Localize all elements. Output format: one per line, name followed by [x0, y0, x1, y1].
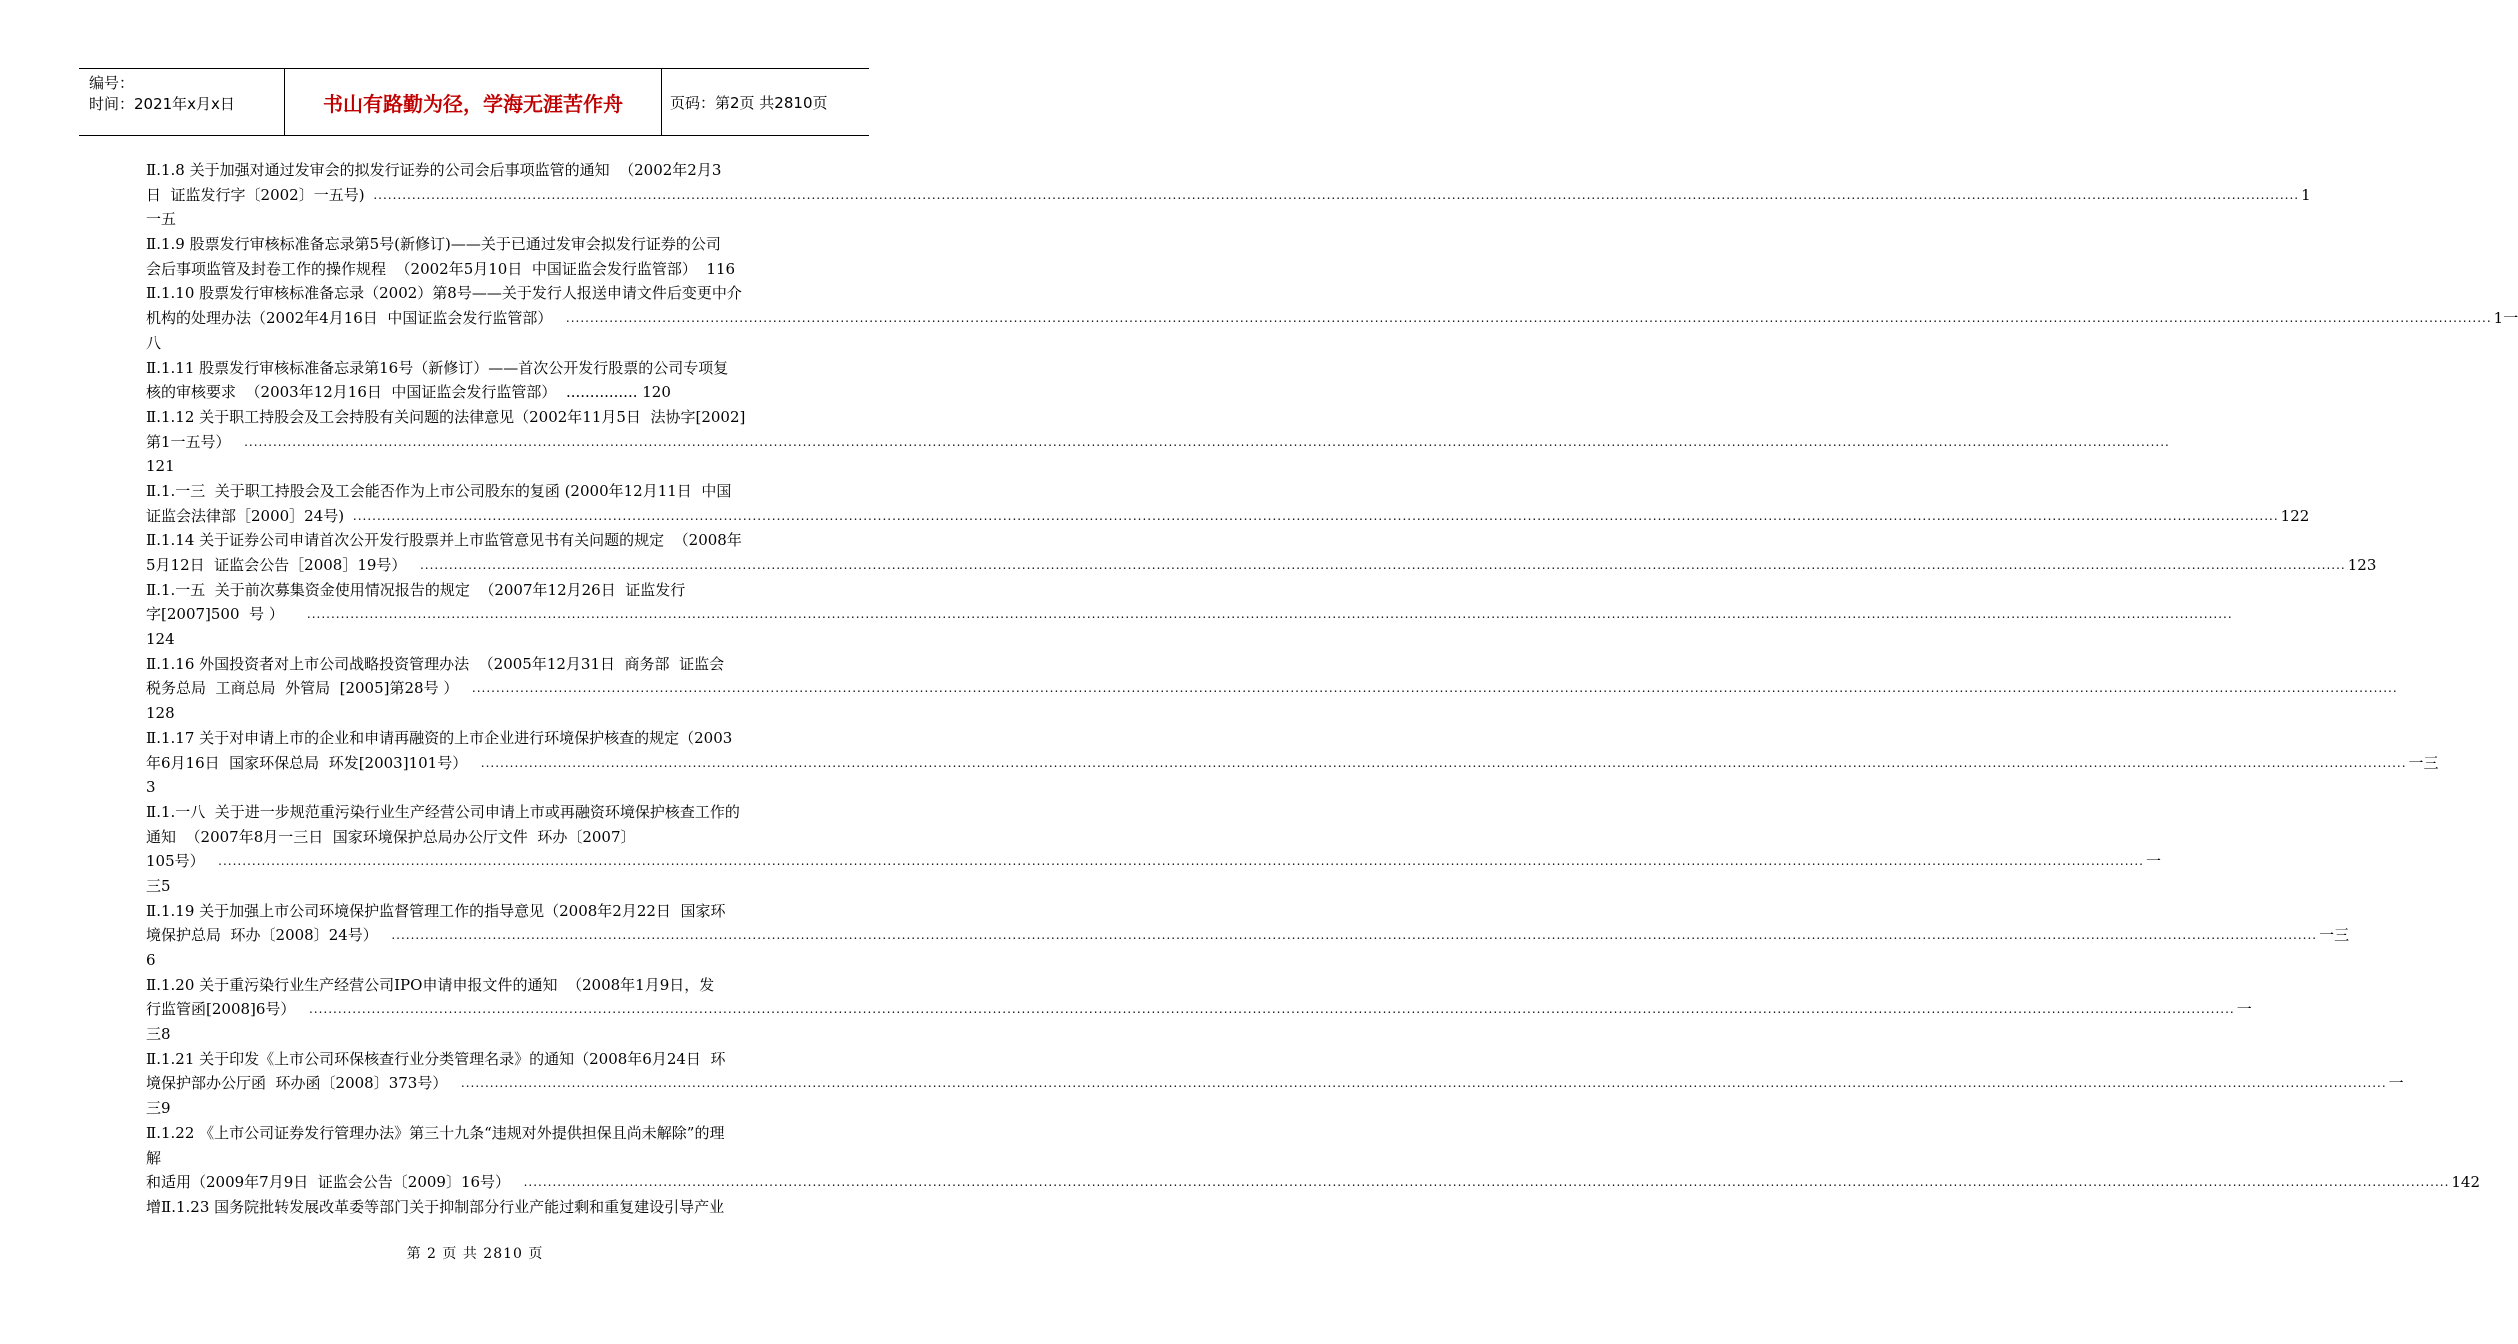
toc-line: [146, 726, 808, 751]
toc-line-text: 税务总局 工商总局 外管局 [2005]第28号 ）: [146, 679, 468, 698]
toc-line: [146, 602, 2233, 627]
toc-line: [146, 504, 2310, 529]
toc-line: [146, 1121, 808, 1146]
toc-line: [146, 825, 808, 850]
toc-line: [146, 183, 2311, 208]
header-page-label: 页码：第2页 共2810页: [670, 93, 828, 112]
toc-line-text: 3: [146, 778, 156, 797]
toc-line-text: Ⅱ.1.17 关于对申请上市的企业和申请再融资的上市企业进行环境保护核查的规定（2003: [146, 728, 733, 747]
toc-line-text: Ⅱ.1.一五 关于前次募集资金使用情况报告的规定 （2007年12月26日 证监发行: [146, 580, 686, 599]
toc-line: [146, 1096, 808, 1121]
toc-line: [146, 578, 808, 603]
toc-line-text: 八: [146, 333, 162, 352]
toc-line-text: Ⅱ.1.9 股票发行审核标准备忘录第5号(新修订)——关于已通过发审会拟发行证券的公司: [146, 235, 721, 254]
toc-leader-dots: ................................................................................................................................................................................................................................................................................................................................................................................................................: [460, 1076, 2387, 1091]
toc-leader-dots: ................................................................................................................................................................................................................................................................................................................................................................................................................: [480, 755, 2407, 770]
toc-page-number: 一: [2145, 852, 2161, 871]
toc-leader-dots: ................................................................................................................................................................................................................................................................................................................................................................................................................: [471, 681, 2398, 696]
toc-line-text: 6: [146, 951, 156, 969]
toc-line: [146, 676, 2398, 701]
toc-line: [146, 405, 808, 430]
toc-line-text: 证监会法律部［2000］24号): [146, 506, 349, 525]
toc-line: [146, 1195, 808, 1220]
toc-line: [146, 923, 2350, 948]
toc-page-number: 一: [2236, 1000, 2252, 1019]
toc-line-text: 境保护总局 环办〔2008〕24号）: [146, 926, 388, 945]
toc-line: [146, 1047, 808, 1072]
toc-line: [146, 281, 808, 306]
toc-line: [146, 306, 2518, 331]
toc-leader-dots: ................................................................................................................................................................................................................................................................................................................................................................................................................: [352, 508, 2279, 523]
toc-line-text: 机构的处理办法（2002年4月16日 中国证监会发行监管部）: [146, 309, 562, 328]
toc-page-number: 一: [2388, 1074, 2404, 1093]
header-meta: [79, 69, 284, 135]
toc-line-text: 三8: [146, 1025, 171, 1044]
toc-page-number: 一三: [2408, 753, 2439, 772]
toc-line: [146, 479, 808, 504]
toc-line-text: Ⅱ.1.20 关于重污染行业生产经营公司IPO申请申报文件的通知 （2008年1月9日，发: [146, 975, 715, 994]
toc-line: [146, 257, 808, 282]
toc-line-text: 通知 （2007年8月一三日 国家环境保护总局办公厅文件 环办〔2007〕: [146, 827, 636, 846]
toc-line-text: 三5: [146, 876, 171, 895]
toc-page-number: 1: [2301, 185, 2311, 204]
toc-leader-dots: ................................................................................................................................................................................................................................................................................................................................................................................................................: [419, 558, 2346, 572]
toc-line: [146, 454, 808, 479]
toc-page-number: 122: [2280, 506, 2310, 525]
toc-leader-dots: ................................................................................................................................................................................................................................................................................................................................................................................................................: [244, 434, 2170, 449]
toc-leader-dots: ................................................................................................................................................................................................................................................................................................................................................................................................................: [308, 1002, 2235, 1017]
document-time-label: 时间：2021年x月x日: [89, 95, 235, 113]
toc-line: [146, 948, 808, 973]
toc-line-text: 124: [146, 630, 175, 649]
toc-line-text: 第1一五号）: [146, 432, 241, 451]
toc-line: [146, 775, 808, 800]
toc-line-text: Ⅱ.1.14 关于证券公司申请首次公开发行股票并上市监管意见书有关问题的规定 （2008年: [146, 531, 742, 550]
document-number-label: 编号：: [89, 74, 135, 92]
toc-line-text: Ⅱ.1.16 外国投资者对上市公司战略投资管理办法 （2005年12月31日 商务部 证监会: [146, 654, 725, 673]
toc-leader-dots: ................................................................................................................................................................................................................................................................................................................................................................................................................: [218, 854, 2144, 869]
toc-page-number: 142: [2451, 1173, 2481, 1192]
toc-line: [146, 1170, 2481, 1195]
toc-line: [146, 232, 808, 257]
toc-line-text: 境保护部办公厅函 环办函〔2008〕373号）: [146, 1074, 457, 1093]
toc-line-text: Ⅱ.1.8 关于加强对通过发审会的拟发行证券的公司会后事项监管的通知 （2002年2月3: [146, 161, 722, 179]
toc-line-text: 128: [146, 704, 175, 723]
toc-line-text: 105号）: [146, 852, 215, 871]
toc-line-text: Ⅱ.1.21 关于印发《上市公司环保核查行业分类管理名录》的通知（2008年6月24日 环: [146, 1049, 726, 1068]
toc-line: [146, 331, 808, 356]
toc-line: [146, 430, 2170, 455]
toc-line-text: Ⅱ.1.一三 关于职工持股会及工会能否作为上市公司股东的复函 (2000年12月11日 中国: [146, 481, 732, 500]
toc-line: [146, 800, 808, 825]
toc-line: [146, 207, 808, 232]
toc-line: [146, 1071, 2404, 1096]
toc-line-text: 年6月16日 国家环保总局 环发[2003]101号）: [146, 753, 477, 772]
toc-leader-dots: ................................................................................................................................................................................................................................................................................................................................................................................................................: [565, 311, 2492, 326]
toc-line: [146, 627, 808, 652]
toc-line: [146, 1146, 808, 1171]
toc-line: [146, 751, 2439, 776]
toc-line-text: 一五: [146, 210, 177, 229]
toc-line: [146, 553, 2377, 578]
toc-line: [146, 652, 808, 677]
toc-line-text: 字[2007]500 号 ）: [146, 605, 303, 624]
toc-line-text: Ⅱ.1.12 关于职工持股会及工会持股有关问题的法律意见（2002年11月5日 法协字[2002]: [146, 407, 746, 426]
toc-leader-dots: ................................................................................................................................................................................................................................................................................................................................................................................................................: [391, 928, 2318, 943]
toc-line: [146, 997, 2252, 1022]
toc-line-text: Ⅱ.1.11 股票发行审核标准备忘录第16号（新修订）——首次公开发行股票的公司专项复: [146, 358, 729, 377]
toc-line: [146, 158, 808, 183]
toc-line: [146, 1022, 808, 1047]
header-motto: 书山有路勤为径，学海无涯苦作舟: [284, 69, 662, 135]
toc-line-text: 增Ⅱ.1.23 国务院批转发展改革委等部门关于抑制部分行业产能过剩和重复建设引导产业: [146, 1197, 725, 1216]
toc-line-text: 行监管函[2008]6号）: [146, 1000, 305, 1019]
toc-line: [146, 874, 808, 899]
toc-leader-dots: ................................................................................................................................................................................................................................................................................................................................................................................................................: [523, 1175, 2450, 1190]
toc-line-text: 核的审核要求 （2003年12月16日 中国证监会发行监管部） ............... 120: [146, 383, 671, 402]
toc-leader-dots: ................................................................................................................................................................................................................................................................................................................................................................................................................: [373, 187, 2300, 202]
toc-line-text: 121: [146, 457, 175, 476]
toc-line-text: Ⅱ.1.10 股票发行审核标准备忘录（2002）第8号——关于发行人报送申请文件后变更中介: [146, 284, 742, 303]
toc-line: [146, 380, 808, 405]
toc-line-text: 会后事项监管及封卷工作的操作规程 （2002年5月10日 中国证监会发行监管部） 116: [146, 259, 736, 278]
toc-line-text: 解: [146, 1148, 162, 1167]
toc-line: [146, 973, 808, 998]
toc-line-text: 5月12日 证监会公告［2008］19号）: [146, 556, 416, 574]
toc-line-text: Ⅱ.1.19 关于加强上市公司环境保护监督管理工作的指导意见（2008年2月22日 国家环: [146, 901, 726, 920]
page-header: [79, 68, 869, 136]
toc-line: [146, 849, 2161, 874]
toc-line-text: 日 证监发行字〔2002〕一五号): [146, 185, 370, 204]
toc-line-text: Ⅱ.1.一八 关于进一步规范重污染行业生产经营公司申请上市或再融资环境保护核查工作的: [146, 802, 740, 821]
toc-page-number: 123: [2347, 556, 2377, 574]
toc-line: [146, 899, 808, 924]
toc-leader-dots: ................................................................................................................................................................................................................................................................................................................................................................................................................: [306, 607, 2233, 622]
toc-line: [146, 528, 808, 553]
toc-line: [146, 356, 808, 381]
toc-page-number: 一三: [2319, 926, 2350, 945]
table-of-contents: [146, 158, 2518, 1220]
page-footer: 第 2 页 共 2810 页: [406, 1246, 544, 1262]
toc-line: [146, 701, 808, 726]
toc-line-text: Ⅱ.1.22 《上市公司证券发行管理办法》第三十九条“违规对外提供担保且尚未解除”的理: [146, 1123, 725, 1142]
toc-page-number: 1一: [2493, 309, 2518, 328]
toc-line-text: 三9: [146, 1099, 171, 1118]
toc-line-text: 和适用（2009年7月9日 证监会公告〔2009〕16号）: [146, 1173, 520, 1192]
